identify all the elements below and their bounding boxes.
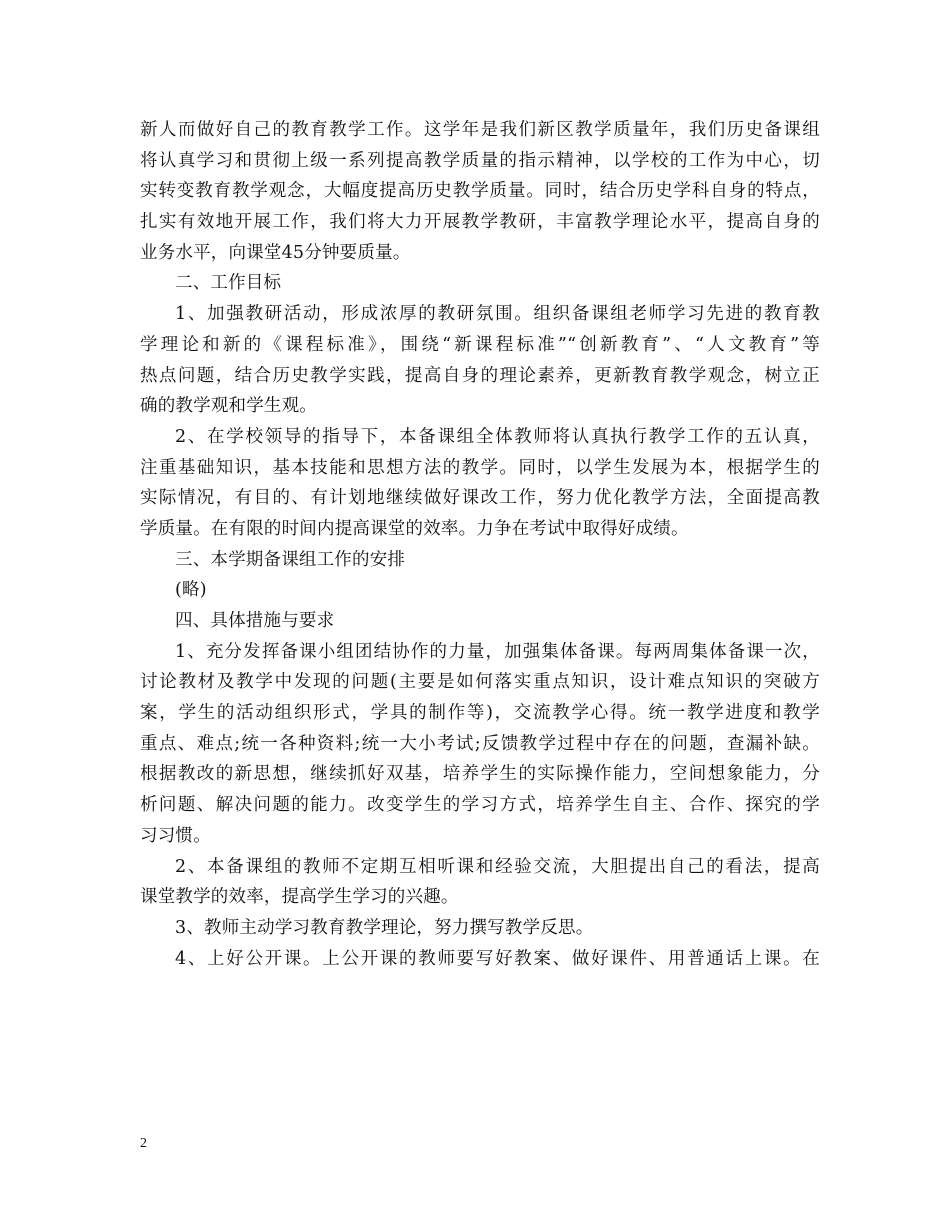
text-line: 四、具体措施与要求 [175, 611, 335, 631]
text-line: 1、加强教研活动，形成浓厚的教研氛围。组织备课组老师学习先进的教育教 [175, 304, 820, 325]
text-line: 实际情况，有目的、有计划地继续做好课改工作，努力优化教学方法，全面提高教 [140, 488, 820, 509]
text-line: 扎实有效地开展工作，我们将大力开展教学教研，丰富教学理论水平，提高自身的 [140, 212, 820, 233]
text-line: 1、充分发挥备课小组团结协作的力量，加强集体备课。每两周集体备课一次， [175, 641, 820, 662]
text-line: 将认真学习和贯彻上级一系列提高教学质量的指示精神，以学校的工作为中心，切 [140, 150, 820, 171]
text-line: 热点问题，结合历史教学实践，提高自身的理论素养，更新教育教学观念，树立正 [140, 365, 820, 386]
text-line: 新人而做好自己的教育教学工作。这学年是我们新区教学质量年，我们历史备课组 [140, 120, 820, 140]
text-line: 重点、难点;统一各种资料;统一大小考试;反馈教学过程中存在的问题，查漏补缺。 [140, 733, 820, 754]
text-line: 确的教学观和学生观。 [140, 396, 317, 417]
text-line: 析问题、解决问题的能力。改变学生的学习方式，培养学生自主、合作、探究的学 [140, 795, 820, 816]
text-line: 三、本学期备课组工作的安排 [175, 549, 406, 570]
text-line: 4、上好公开课。上公开课的教师要写好教案、做好课件、用普通话上课。在 [175, 948, 820, 969]
text-line: 2、在学校领导的指导下，本备课组全体教师将认真执行教学工作的五认真， [175, 426, 820, 447]
text-line: 学质量。在有限的时间内提高课堂的效率。力争在考试中取得好成绩。 [140, 518, 689, 539]
text-line: 2、本备课组的教师不定期互相听课和经验交流，大胆提出自己的看法，提高 [175, 856, 820, 877]
text-line: 二、工作目标 [175, 273, 282, 294]
text-line: 根据教改的新思想，继续抓好双基，培养学生的实际操作能力，空间想象能力，分 [140, 764, 820, 785]
text-line: 案，学生的活动组织形式，学具的制作等)，交流教学心得。统一教学进度和教学 [140, 703, 820, 724]
text-line: 讨论教材及教学中发现的问题(主要是如何落实重点知识，设计难点知识的突破方 [140, 672, 820, 693]
text-line: 3、教师主动学习教育教学理论，努力撰写教学反思。 [175, 917, 594, 938]
text-line: 学理论和新的《课程标准》，围绕“新课程标准”“创新教育”、“人文教育”等 [140, 334, 820, 355]
text-line: (略) [175, 580, 207, 601]
text-line: 实转变教育教学观念，大幅度提高历史教学质量。同时，结合历史学科自身的特点， [140, 181, 820, 202]
text-line: 习习惯。 [140, 825, 211, 846]
text-line: 注重基础知识，基本技能和思想方法的教学。同时，以学生发展为本，根据学生的 [140, 457, 820, 478]
page-number: 2 [140, 1136, 147, 1151]
text-line: 业务水平，向课堂45分钟要质量。 [140, 242, 411, 263]
text-line: 课堂教学的效率，提高学生学习的兴趣。 [140, 887, 459, 908]
document-body [140, 115, 820, 974]
